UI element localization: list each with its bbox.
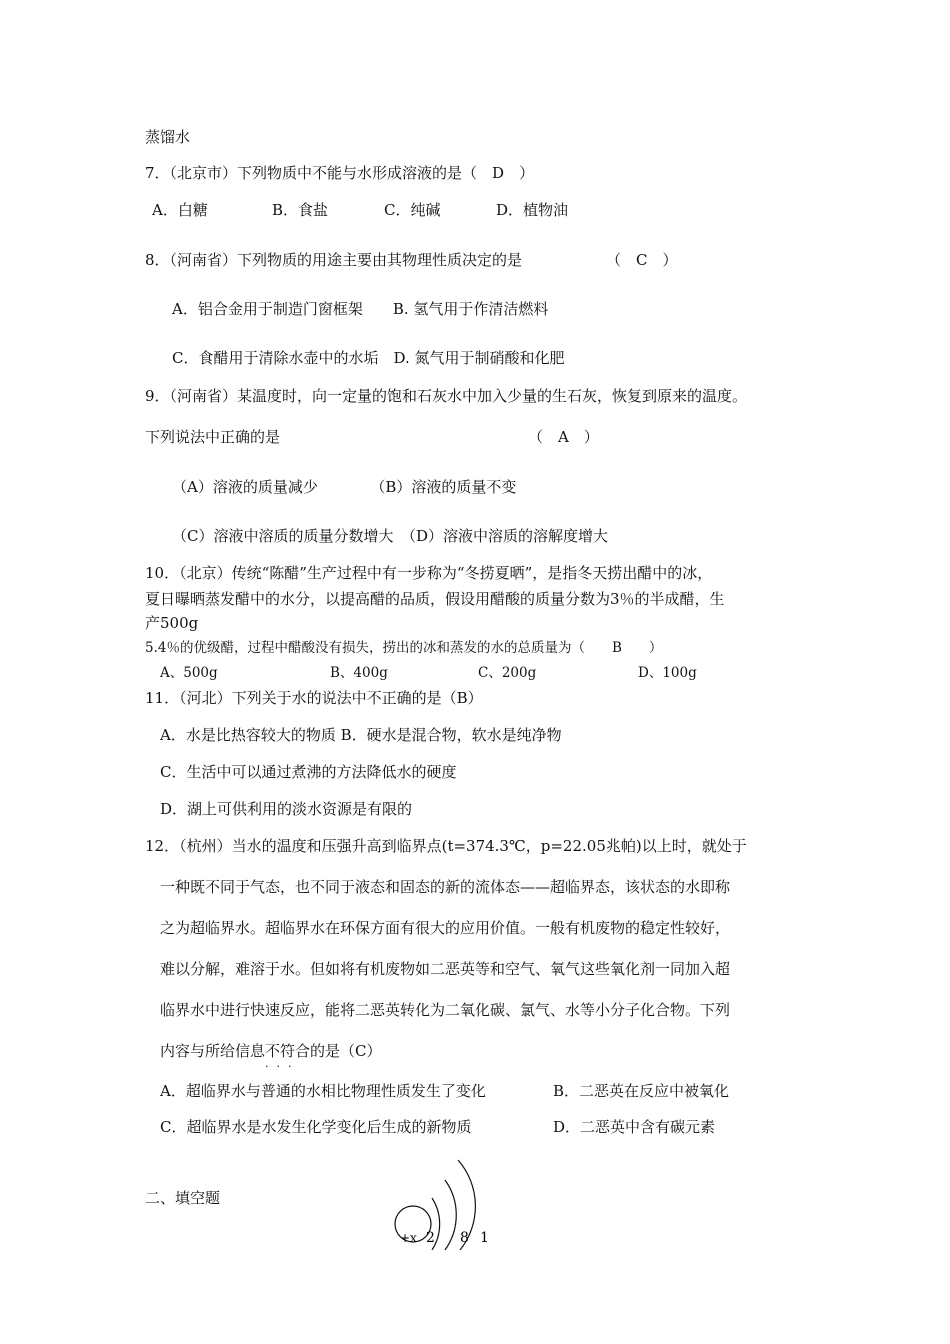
option-d: D．植物油 [496,201,569,219]
text-segment: 内容与所给信息 [160,1042,266,1060]
question-10: 10．（北京）传统“陈醋”生产过程中有一步称为“冬捞夏晒”，是指冬天捞出醋中的冰， [145,564,713,582]
question-12-option-d: D．二恶英中含有碳元素 [553,1118,716,1136]
question-11: 11．（河北）下列关于水的说法中不正确的是（B） [145,689,483,707]
section-heading: 二、填空题 [145,1189,221,1207]
question-9-answer: （ A ） [528,428,599,446]
question-10-line3: 产500g [145,614,199,632]
option-a: A．白糖 [152,201,208,219]
shell-electron-count: 8 [460,1230,469,1246]
shell-electron-count: 2 [426,1230,435,1246]
question-9: 9．（河南省）某温度时，向一定量的饱和石灰水中加入少量的生石灰，恢复到原来的温度。 [145,387,748,405]
option-c: C．纯碱 [384,201,441,219]
question-12-line3: 之为超临界水。超临界水在环保方面有很大的应用价值。一般有机废物的稳定性较好， [160,919,731,937]
option-b: B．食盐 [272,201,329,219]
question-8: 8．（河南省）下列物质的用途主要由其物理性质决定的是 [145,251,523,269]
question-12-option-c: C．超临界水是水发生化学变化后生成的新物质 [160,1118,472,1136]
electron-shell-2 [445,1180,456,1250]
question-12-option-b: B．二恶英在反应中被氧化 [553,1082,730,1100]
question-12-line2: 一种既不同于气态，也不同于液态和固态的新的流体态——超临界态，该状态的水即称 [160,878,731,896]
question-11-option-ab: A．水是比热容较大的物质 B．硬水是混合物，软水是纯净物 [160,726,562,744]
question-10-line4: 5.4％的优级醋，过程中醋酸没有损失，捞出的冰和蒸发的水的总质量为（ B ） [145,640,663,656]
question-10-line2: 夏日曝晒蒸发醋中的水分，以提高醋的品质，假设用醋酸的质量分数为3％的半成醋，生 [145,590,725,608]
question-8-answer: （ C ） [606,251,678,269]
emphasis-dots: ··· [265,1060,300,1073]
text-segment: 的是（C） [310,1042,382,1060]
question-9-line2: 下列说法中正确的是 [145,428,281,446]
question-12-option-a: A．超临界水与普通的水相比物理性质发生了变化 [160,1082,486,1100]
question-11-option-c: C．生活中可以通过煮沸的方法降低水的硬度 [160,763,457,781]
emphasized-text: 不符合 ··· [265,1042,311,1073]
atom-structure-diagram [380,1150,510,1250]
question-7: 7．（北京市）下列物质中不能与水形成溶液的是（ D ） [145,164,535,182]
question-8-options-ab: A．铝合金用于制造门窗框架 B. 氢气用于作清洁燃料 [172,300,549,318]
option-a: A、500g [160,665,218,681]
question-12-line4: 难以分解，难溶于水。但如将有机废物如二恶英等和空气、氧气这些氧化剂一同加入超 [160,960,731,978]
text-line: 蒸馏水 [145,128,191,146]
question-11-option-d: D．湖上可供利用的淡水资源是有限的 [160,800,413,818]
option-b: B、400g [330,665,388,681]
question-9-options-cd: （C）溶液中溶质的质量分数增大 （D）溶液中溶质的溶解度增大 [172,527,609,545]
question-9-options-ab: （A）溶液的质量减少 （B）溶液的质量不变 [172,478,517,496]
nucleus-label: +x [400,1231,417,1245]
option-c: C、200g [478,665,537,681]
question-12-line6 [160,1042,382,1073]
shell-electron-count: 1 [480,1230,489,1246]
question-12-line5: 临界水中进行快速反应，能将二恶英转化为二氧化碳、氯气、水等小分子化合物。下列 [160,1001,731,1019]
question-8-options-cd: C．食醋用于清除水壶中的水垢 D. 氮气用于制硝酸和化肥 [172,349,565,367]
option-d: D、100g [638,665,697,681]
question-12: 12．（杭州）当水的温度和压强升高到临界点(t=374.3℃，p=22.05兆帕)以上时，就处于 [145,837,747,855]
